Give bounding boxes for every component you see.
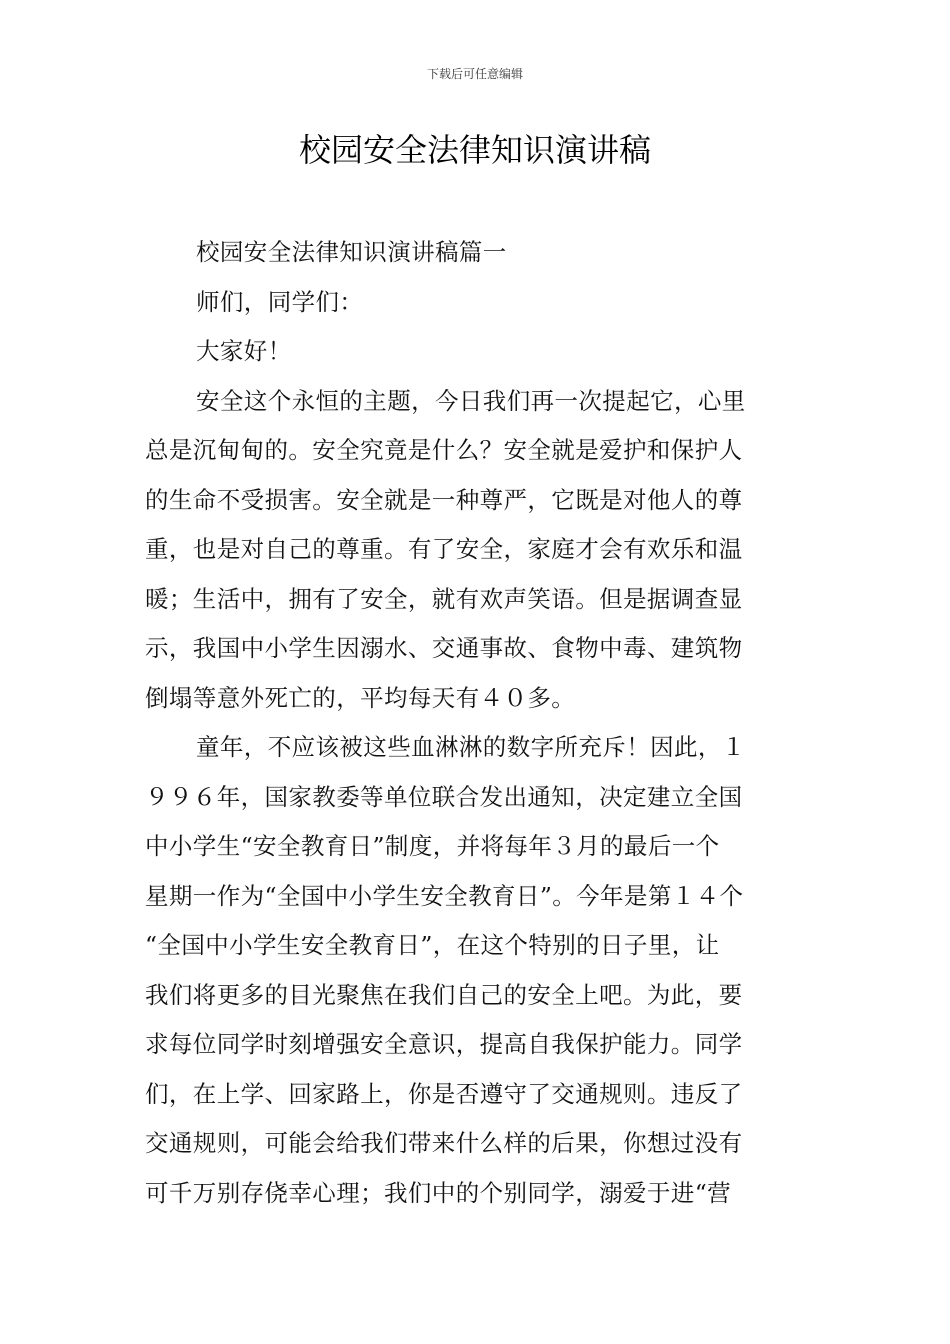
paragraph-line: 星期一作为“全国中小学生安全教育日”。今年是第１４个 [145, 881, 744, 910]
greeting: 大家好！ [196, 337, 292, 365]
paragraph-line: 重，也是对自己的尊重。有了安全，家庭才会有欢乐和温 [145, 535, 743, 563]
paragraph-line: 可千万别存侥幸心理；我们中的个别同学，溺爱于进“营 [145, 1178, 732, 1207]
paragraph-line: 暖；生活中，拥有了安全，就有欢声笑语。但是据调查显 [145, 584, 743, 613]
section-heading: 校园安全法律知识演讲稿篇一 [196, 238, 507, 266]
paragraph-line: 总是沉甸甸的。安全究竟是什么？安全就是爱护和保护人 [145, 436, 743, 464]
paragraph-line: 们，在上学、回家路上，你是否遵守了交通规则。违反了 [145, 1079, 743, 1108]
paragraph-line: ９９６年，国家教委等单位联合发出通知，决定建立全国 [145, 782, 743, 811]
paragraph-line: 童年，不应该被这些血淋淋的数字所充斥！因此，１ [196, 733, 746, 761]
paragraph-line: 示，我国中小学生因溺水、交通事故、食物中毒、建筑物 [145, 634, 743, 662]
header-note: 下载后可任意编辑 [426, 67, 523, 81]
paragraph-line: 交通规则，可能会给我们带来什么样的后果，你想过没有 [145, 1129, 743, 1157]
paragraph-line: “全国中小学生安全教育日”，在这个特别的日子里，让 [145, 931, 720, 959]
paragraph-line: 安全这个永恒的主题，今日我们再一次提起它，心里 [196, 386, 746, 415]
salutation: 师们，同学们： [196, 287, 364, 316]
paragraph-line: 倒塌等意外死亡的，平均每天有４０多。 [145, 683, 576, 712]
document-title: 校园安全法律知识演讲稿 [298, 131, 651, 169]
paragraph-line: 中小学生“安全教育日”制度，并将每年３月的最后一个 [145, 832, 720, 860]
paragraph-line: 我们将更多的目光聚焦在我们自己的安全上吧。为此，要 [145, 980, 743, 1009]
paragraph-line: 求每位同学时刻增强安全意识，提高自我保护能力。同学 [145, 1030, 743, 1058]
paragraph-line: 的生命不受损害。安全就是一种尊严，它既是对他人的尊 [145, 485, 743, 514]
document-body [145, 228, 810, 1218]
